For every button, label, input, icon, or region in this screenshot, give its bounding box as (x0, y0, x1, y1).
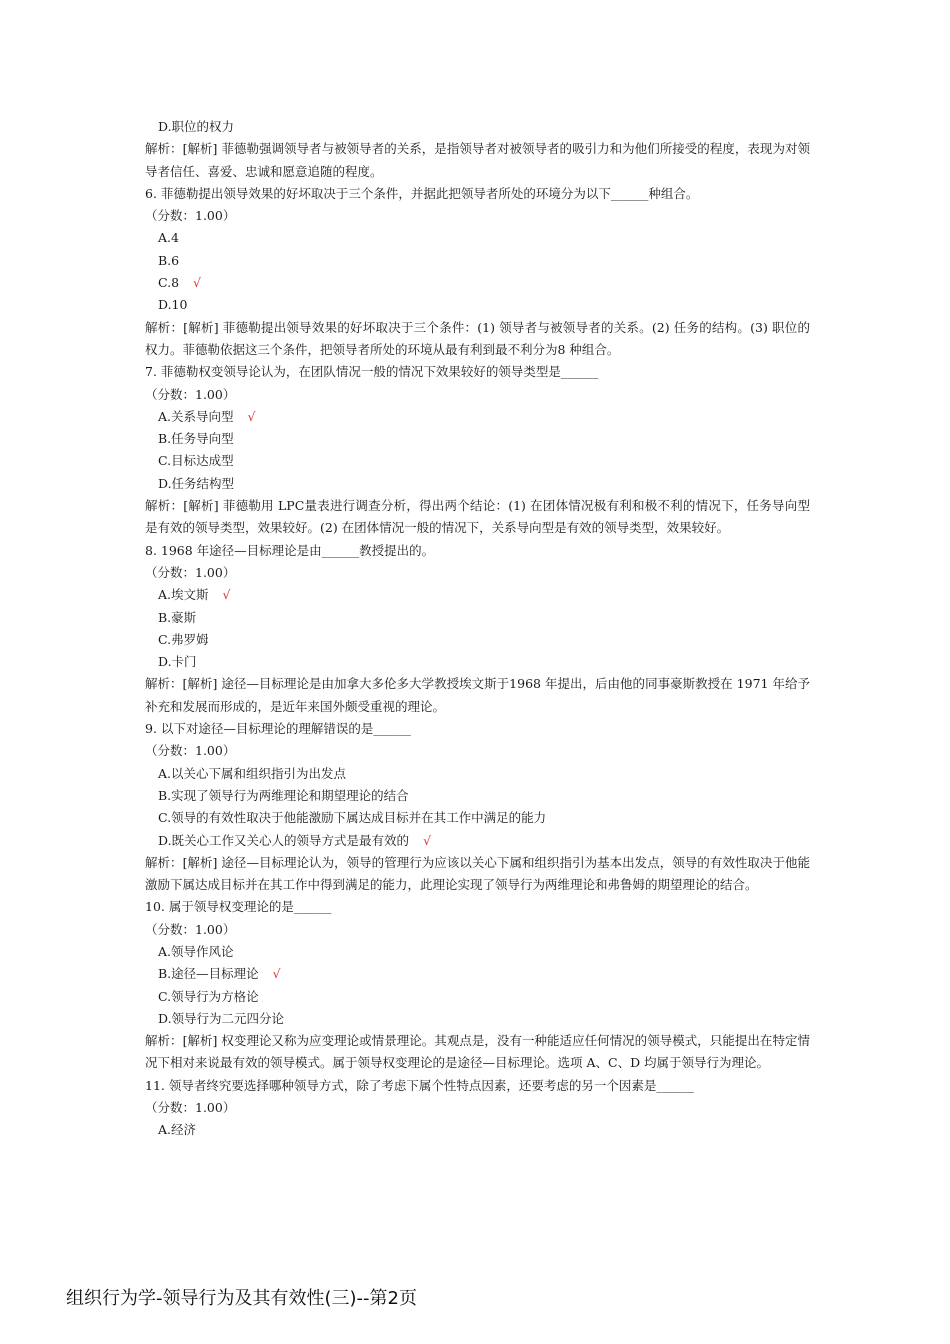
line-text: B.实现了领导行为两维理论和期望理论的结合 (158, 787, 409, 803)
line-text: C.领导行为方格论 (158, 988, 259, 1004)
line-text: 解析：[解析] 权变理论又称为应变理论或情景理论。其观点是，没有一种能适应任何情况的领导模式，只能提出在特定情况下相对来说最有效的领导模式。属于领导权变理论的是途径—目标理论。选项 A、C、D 均属于领导行为理论。 (145, 1033, 810, 1071)
answer-option (145, 584, 810, 606)
answer-option (145, 450, 810, 472)
line-text: 解析：[解析] 菲德勒提出领导效果的好坏取决于三个条件：(1) 领导者与被领导者的关系。(2) 任务的结构。(3) 职位的权力。菲德勒依据这三个条件，把领导者所处的环境从最有利到最不利分为8 种组合。 (145, 319, 810, 357)
answer-option (145, 629, 810, 651)
line-text: A.4 (158, 230, 179, 246)
line-text: A.以关心下属和组织指引为出发点 (158, 765, 347, 781)
question-text (145, 1075, 810, 1097)
answer-option (145, 1119, 810, 1141)
line-text: （分数：1.00） (145, 743, 236, 759)
correct-check-icon: √ (247, 408, 256, 424)
line-text: D.10 (158, 297, 188, 313)
question-text (145, 540, 810, 562)
correct-check-icon: √ (423, 832, 432, 848)
correct-check-icon: √ (222, 587, 231, 603)
line-text: 解析：[解析] 途径—目标理论认为，领导的管理行为应该以关心下属和组织指引为基本出发点，领导的有效性取决于他能激励下属达成目标并在其工作中得到满足的能力，此理论实现了领导行为两维理论和弗鲁姆的期望理论的结合。 (145, 854, 810, 893)
score-text (145, 562, 810, 584)
explanation-text (145, 317, 810, 362)
line-text: 10. 属于领导权变理论的是______ (145, 899, 332, 915)
answer-option (145, 830, 810, 852)
answer-option (145, 272, 810, 294)
answer-option (145, 227, 810, 249)
line-text: C.8 (158, 275, 180, 291)
line-text: （分数：1.00） (145, 921, 236, 937)
line-text: A.经济 (158, 1122, 197, 1138)
answer-option (145, 651, 810, 673)
line-text: 9. 以下对途径—目标理论的理解错误的是______ (145, 721, 411, 737)
correct-check-icon: √ (193, 275, 202, 291)
document-body (145, 116, 810, 1142)
answer-option (145, 116, 810, 138)
line-text: D.任务结构型 (158, 475, 235, 491)
answer-option (145, 250, 810, 272)
line-text: D.卡门 (158, 654, 197, 670)
answer-option (145, 807, 810, 829)
line-text: C.领导的有效性取决于他能激励下属达成目标并在其工作中满足的能力 (158, 810, 547, 826)
question-text (145, 718, 810, 740)
score-text (145, 384, 810, 406)
explanation-text (145, 673, 810, 718)
line-text: B.途径—目标理论 (158, 966, 259, 982)
line-text: 8. 1968 年途径—目标理论是由______教授提出的。 (145, 542, 435, 558)
line-text: 解析：[解析] 途径—目标理论是由加拿大多伦多大学教授埃文斯于1968 年提出，后由他的同事豪斯教授在 1971 年给予补充和发展而形成的，是近年来国外颇受重视的理论。 (145, 676, 810, 714)
answer-option (145, 1008, 810, 1030)
answer-option (145, 428, 810, 450)
question-text (145, 361, 810, 383)
explanation-text (145, 1030, 810, 1075)
answer-option (145, 986, 810, 1008)
line-text: 解析：[解析] 菲德勒强调领导者与被领导者的关系，是指领导者对被领导者的吸引力和为他们所接受的程度，表现为对领导者信任、喜爱、忠诚和愿意追随的程度。 (145, 141, 810, 179)
answer-option (145, 406, 810, 428)
page-footer: 组织行为学-领导行为及其有效性(三)--第2页 (66, 1288, 417, 1309)
answer-option (145, 473, 810, 495)
line-text: B.豪斯 (158, 609, 197, 625)
line-text: C.目标达成型 (158, 453, 234, 469)
line-text: 6. 菲德勒提出领导效果的好坏取决于三个条件，并据此把领导者所处的环境分为以下______种组合。 (145, 185, 699, 201)
line-text: D.领导行为二元四分论 (158, 1010, 285, 1026)
score-text (145, 1097, 810, 1119)
score-text (145, 740, 810, 762)
line-text: A.领导作风论 (158, 943, 234, 959)
answer-option (145, 941, 810, 963)
explanation-text (145, 495, 810, 540)
line-text: 解析：[解析] 菲德勒用 LPC量表进行调查分析，得出两个结论：(1) 在团体情况极有利和极不利的情况下，任务导向型是有效的领导类型，效果较好。(2) 在团体情况一般的情况下，关系导向型是有效的领导类型，效果较好。 (145, 498, 810, 536)
explanation-text (145, 852, 810, 897)
answer-option (145, 785, 810, 807)
score-text (145, 205, 810, 227)
line-text: A.埃文斯 (158, 587, 209, 603)
answer-option (145, 963, 810, 985)
answer-option (145, 763, 810, 785)
line-text: 11. 领导者终究要选择哪种领导方式，除了考虑下属个性特点因素，还要考虑的另一个因素是______ (145, 1077, 694, 1093)
question-text (145, 896, 810, 918)
line-text: （分数：1.00） (145, 208, 236, 224)
line-text: （分数：1.00） (145, 386, 236, 402)
line-text: B.任务导向型 (158, 431, 234, 447)
correct-check-icon: √ (272, 966, 281, 982)
line-text: A.关系导向型 (158, 408, 234, 424)
line-text: C.弗罗姆 (158, 631, 209, 647)
line-text: B.6 (158, 252, 180, 268)
line-text: D.职位的权力 (158, 119, 235, 134)
question-text (145, 183, 810, 205)
answer-option (145, 294, 810, 316)
line-text: D.既关心工作又关心人的领导方式是最有效的 (158, 832, 410, 848)
explanation-text (145, 138, 810, 183)
line-text: （分数：1.00） (145, 1100, 236, 1116)
score-text (145, 919, 810, 941)
line-text: （分数：1.00） (145, 564, 236, 580)
line-text: 7. 菲德勒权变领导论认为，在团队情况一般的情况下效果较好的领导类型是______ (145, 364, 599, 380)
answer-option (145, 607, 810, 629)
